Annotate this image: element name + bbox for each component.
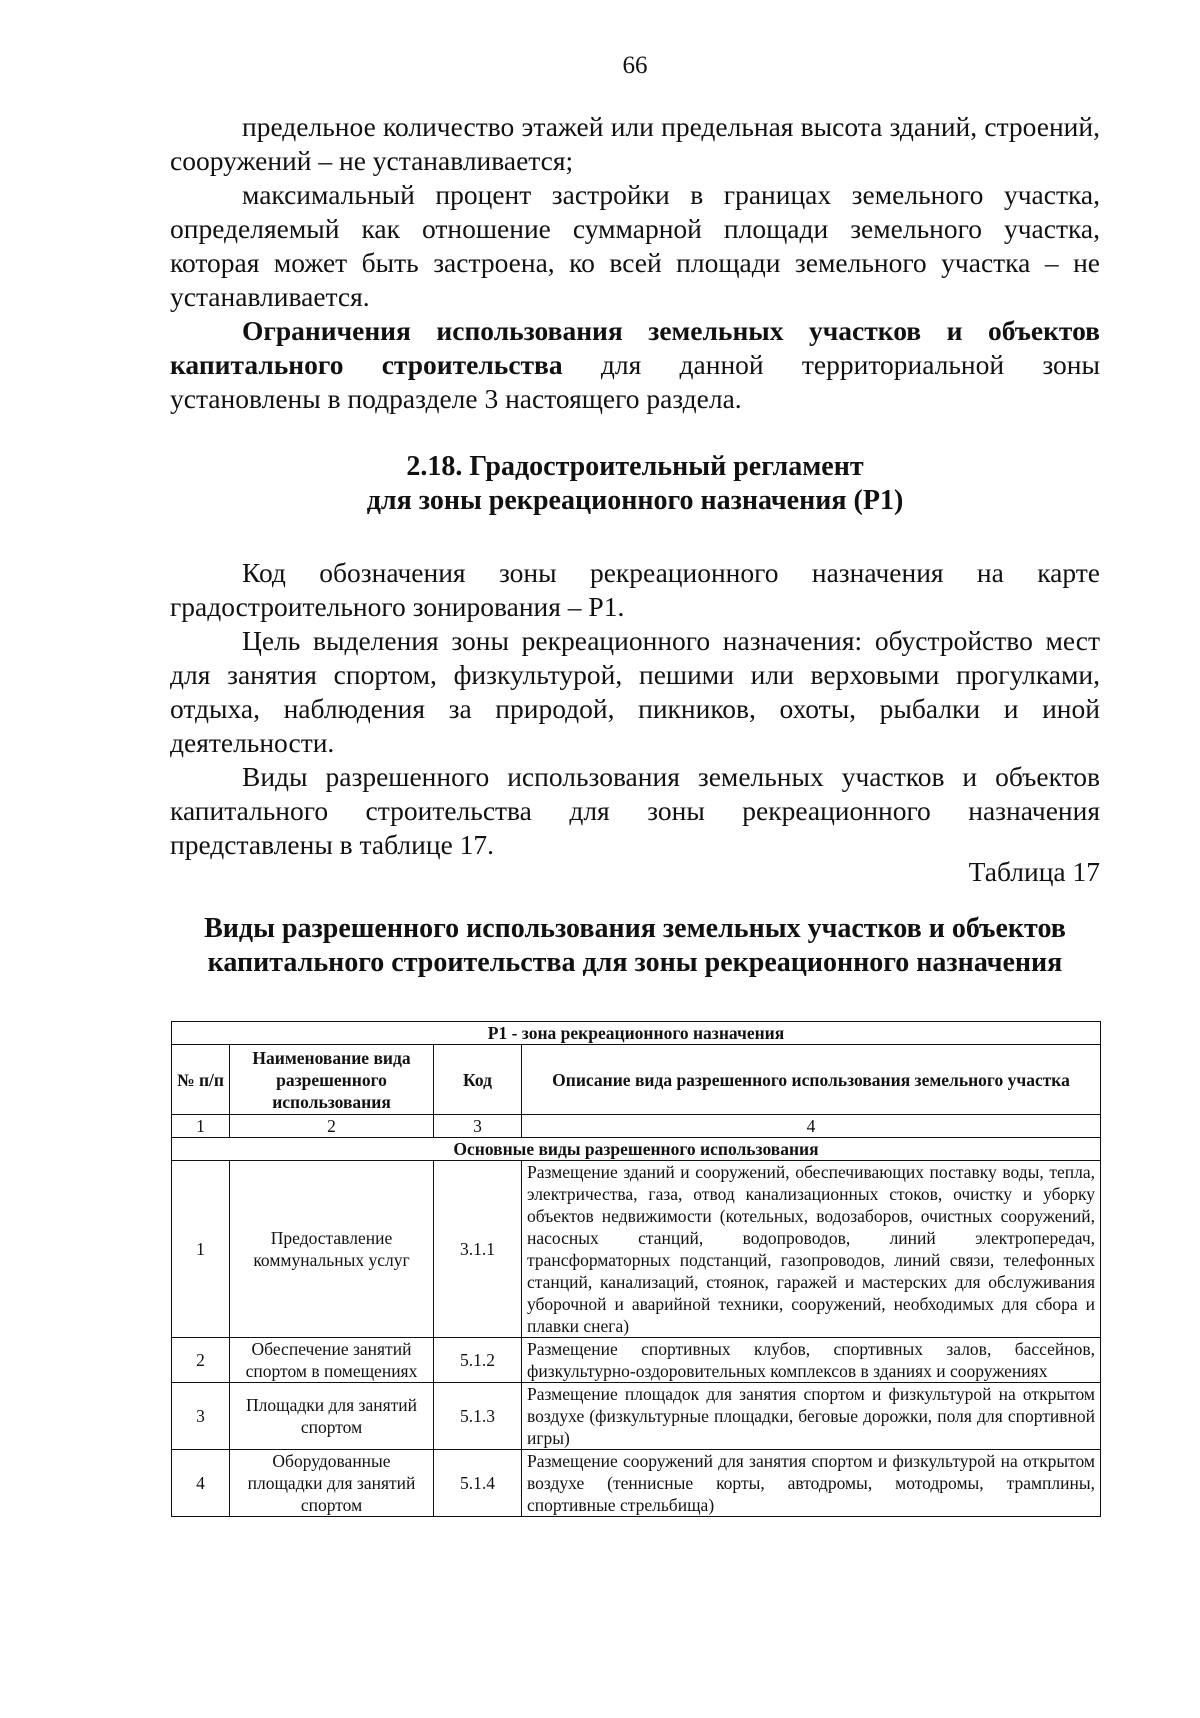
group-header-row — [172, 1138, 1101, 1161]
header-number: № п/п — [172, 1045, 230, 1115]
row-code: 5.1.3 — [434, 1383, 522, 1450]
section-text-block — [170, 556, 1100, 862]
zone-header: Р1 - зона рекреационного назначения — [172, 1022, 1101, 1045]
column-number: 4 — [522, 1115, 1101, 1138]
page-number: 66 — [622, 52, 648, 79]
group-header: Основные виды разрешенного использования — [172, 1138, 1101, 1161]
table-title-line2: капитального строительства для зоны рекреационного назначения — [207, 947, 1063, 978]
header-name: Наименование вида разрешенного использования — [230, 1045, 434, 1115]
row-code: 5.1.2 — [434, 1338, 522, 1383]
restrictions-bold: Ограничения использования земельных участков и объектов капитального строительства — [170, 315, 1100, 380]
column-number: 2 — [230, 1115, 434, 1138]
row-name: Площадки для занятий спортом — [230, 1383, 434, 1450]
row-name: Предоставление коммунальных услуг — [230, 1161, 434, 1338]
row-number: 1 — [172, 1161, 230, 1338]
paragraph-max-floors: предельное количество этажей или предельная высота зданий, строений, сооружений – не устанавливается; — [170, 111, 1100, 176]
row-number: 2 — [172, 1338, 230, 1383]
table-row — [172, 1450, 1101, 1517]
table-title — [170, 912, 1100, 980]
column-number: 3 — [434, 1115, 522, 1138]
paragraph-table-reference: Виды разрешенного использования земельных участков и объектов капитального строительства для зоны рекреационного назначения представлены в таблице 17. — [170, 761, 1100, 860]
row-description: Размещение площадок для занятия спортом и физкультурой на открытом воздухе (физкультурные площадки, беговые дорожки, поля для спортивной игры) — [522, 1383, 1101, 1450]
column-number: 1 — [172, 1115, 230, 1138]
section-title — [170, 450, 1100, 518]
paragraph-restrictions — [170, 314, 1100, 416]
column-number-row — [172, 1115, 1101, 1138]
row-code: 3.1.1 — [434, 1161, 522, 1338]
top-text-block — [170, 110, 1100, 416]
table-row — [172, 1338, 1101, 1383]
header-code: Код — [434, 1045, 522, 1115]
table-row — [172, 1383, 1101, 1450]
row-description: Размещение спортивных клубов, спортивных залов, бассейнов, физкультурно-оздоровительных комплексов в зданиях и сооружениях — [522, 1338, 1101, 1383]
header-description: Описание вида разрешенного использования земельного участка — [522, 1045, 1101, 1115]
row-description: Размещение зданий и сооружений, обеспечивающих поставку воды, тепла, электричества, газа, отвод канализационных стоков, очистку и уборку объектов недвижимости (котельных, водозаборов, очистных сооружений, насосных станций, водопроводов, линий электропередач, трансформаторных подстанций, газопроводов, линий связи, телефонных станций, канализаций, стоянок, гаражей и мастерских для обслуживания уборочной и аварийной техники, сооружений, необходимых для сбора и плавки снега) — [522, 1161, 1101, 1338]
row-name: Обеспечение занятий спортом в помещениях — [230, 1338, 434, 1383]
section-title-line2: для зоны рекреационного назначения (Р1) — [366, 485, 904, 516]
row-number: 4 — [172, 1450, 230, 1517]
section-title-line1: 2.18. Градостроительный регламент — [406, 451, 864, 482]
row-code: 5.1.4 — [434, 1450, 522, 1517]
row-number: 3 — [172, 1383, 230, 1450]
column-header-row — [172, 1045, 1101, 1115]
land-use-table — [171, 1021, 1101, 1517]
table-row — [172, 1161, 1101, 1338]
paragraph-max-coverage: максимальный процент застройки в границах земельного участка, определяемый как отношение суммарной площади земельного участка, которая может быть застроена, ко всей площади земельного участка – не устанавливается. — [170, 179, 1100, 312]
row-description: Размещение сооружений для занятия спортом и физкультурой на открытом воздухе (теннисные корты, автодромы, мотодромы, трамплины, спортивные стрельбища) — [522, 1450, 1101, 1517]
table-title-line1: Виды разрешенного использования земельных участков и объектов — [204, 913, 1066, 944]
restrictions-rest: для данной территориальной зоны установлены в подразделе 3 настоящего раздела. — [170, 349, 1100, 414]
zone-header-row — [172, 1022, 1101, 1045]
paragraph-zone-purpose: Цель выделения зоны рекреационного назначения: обустройство мест для занятия спортом, физкультурой, пешими или верховыми прогулками, отдыха, наблюдения за природой, пикников, охоты, рыбалки и иной деятельности. — [170, 625, 1100, 758]
row-name: Оборудованные площадки для занятий спортом — [230, 1450, 434, 1517]
table-caption: Таблица 17 — [968, 856, 1100, 887]
paragraph-zone-code: Код обозначения зоны рекреационного назначения на карте градостроительного зонирования – Р1. — [170, 557, 1100, 622]
